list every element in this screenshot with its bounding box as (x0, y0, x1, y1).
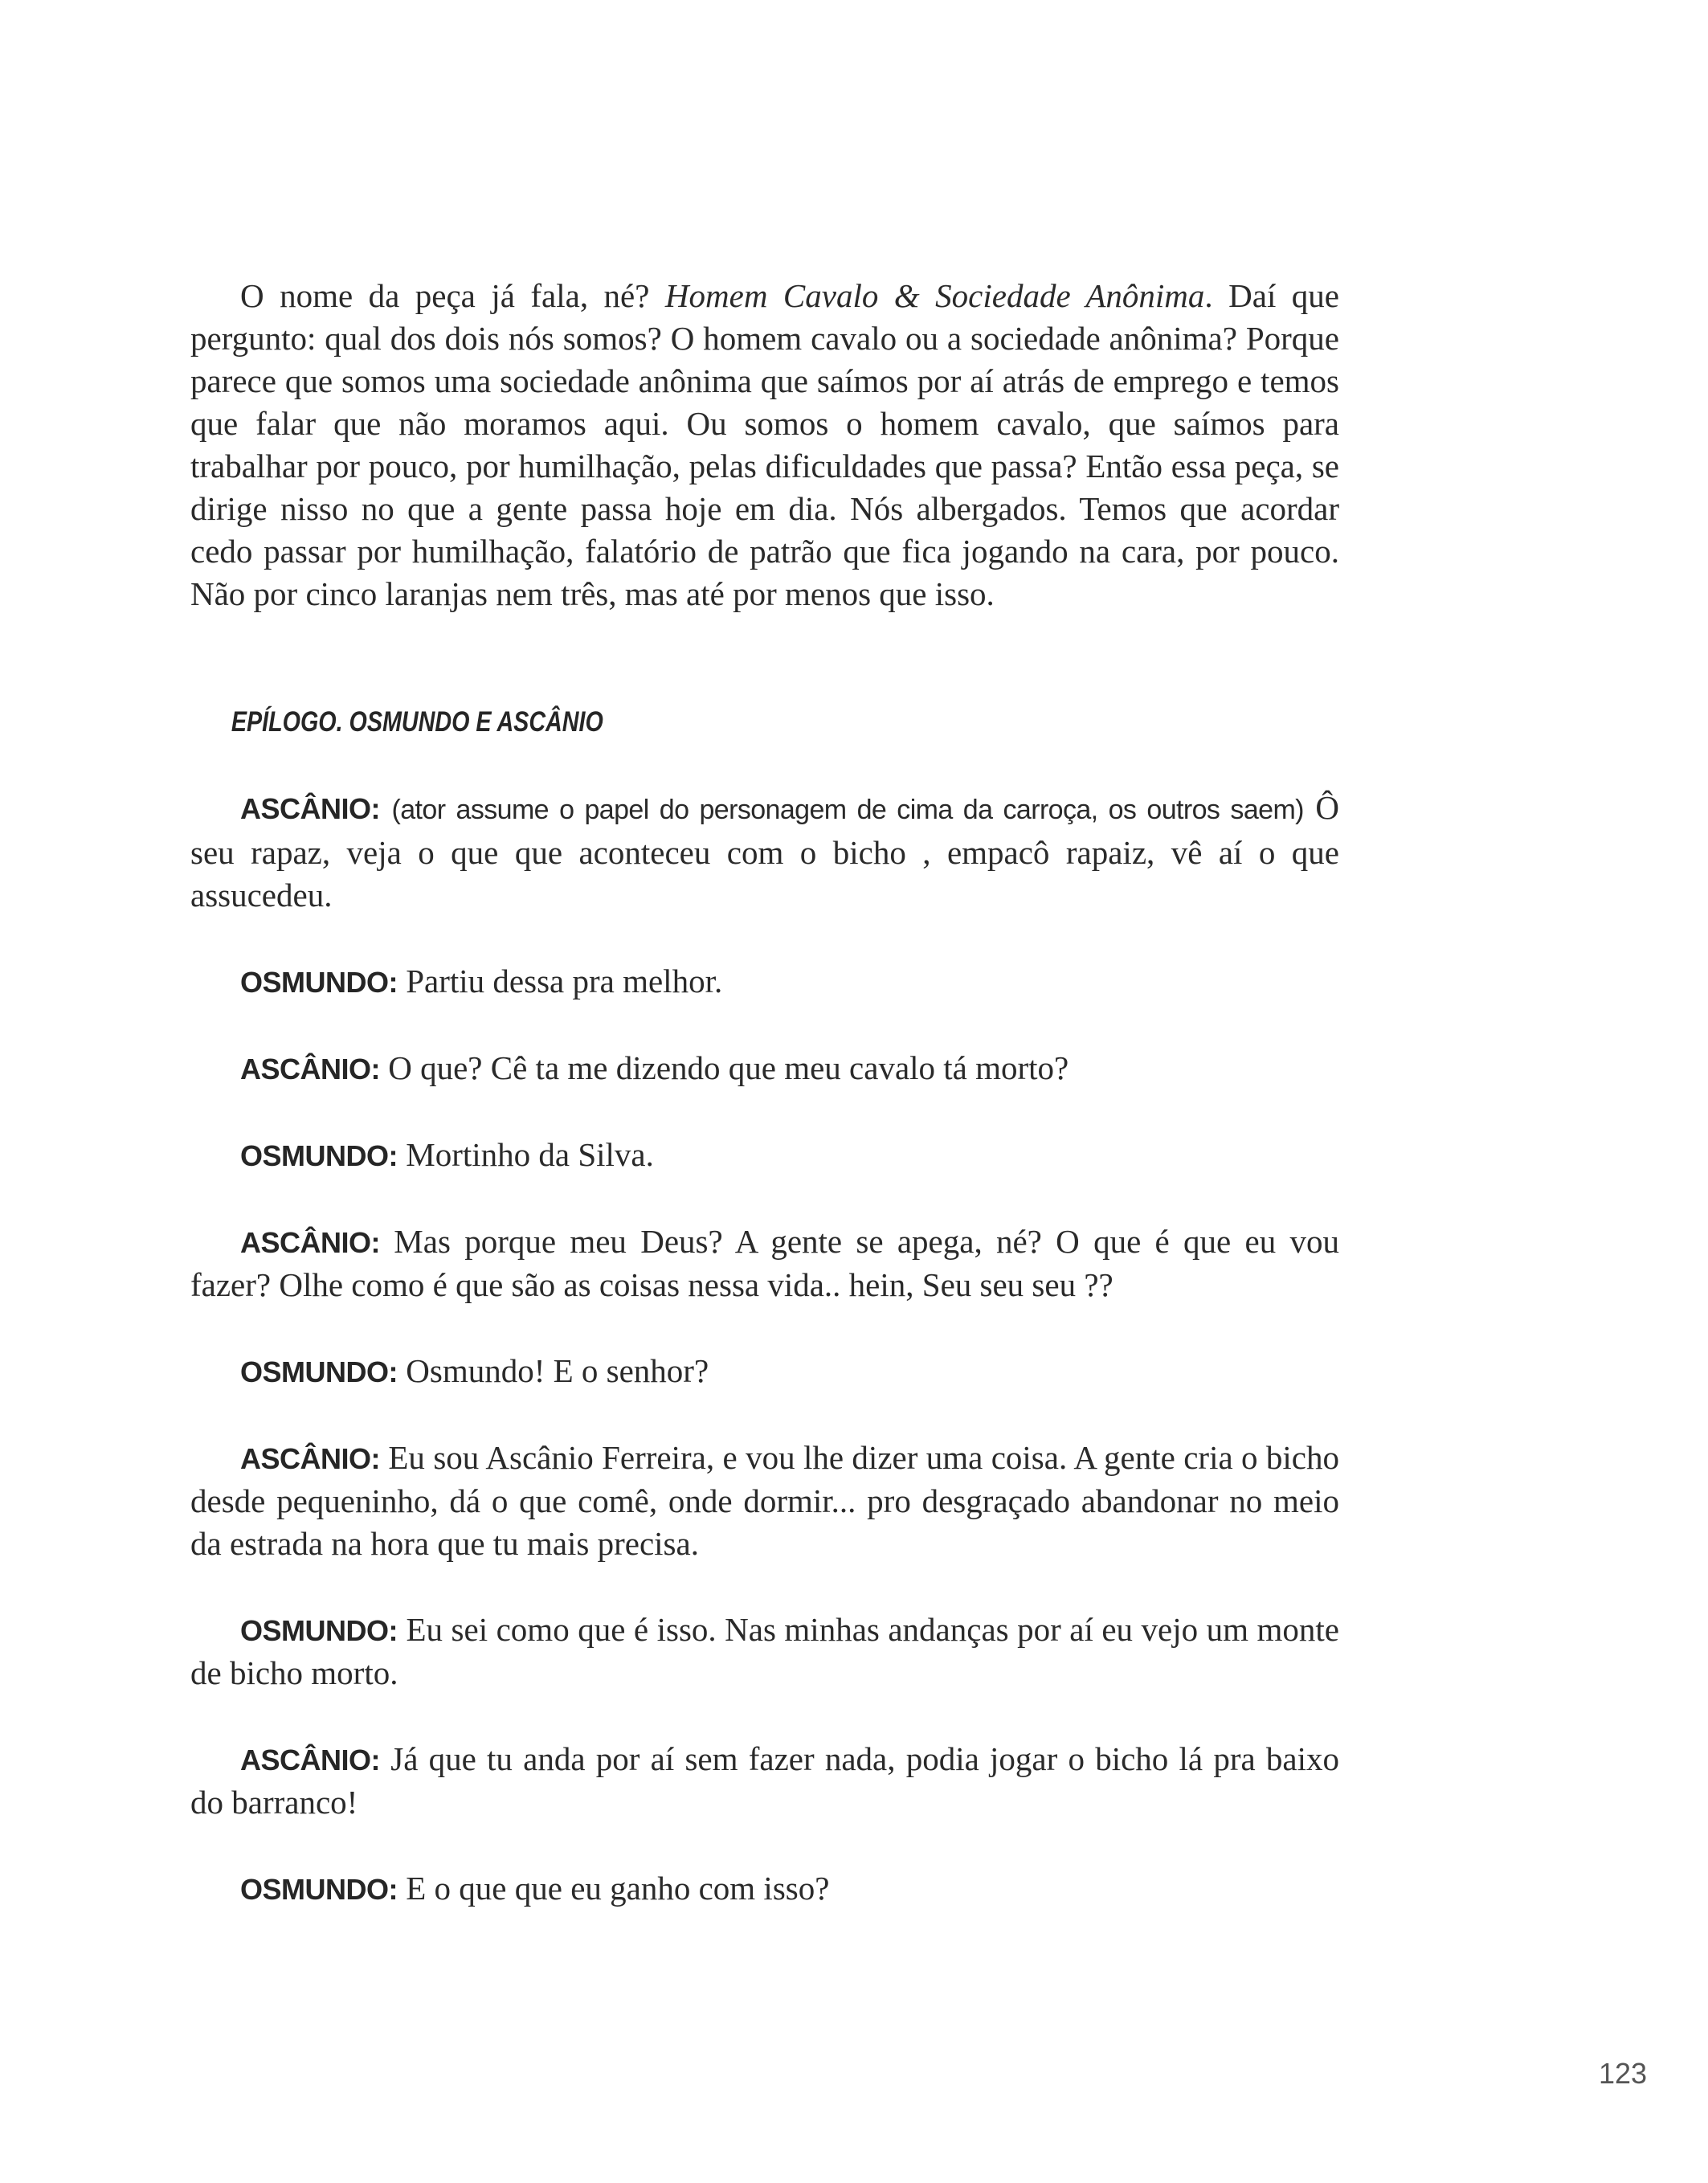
dialogue-text: Osmundo! E o senhor? (406, 1352, 709, 1389)
dialogue-text: Já que tu anda por aí sem fazer nada, podia jogar o bicho lá pra baixo do barranco! (190, 1740, 1340, 1821)
dialogue-text: Mas porque meu Deus? A gente se apega, né? O que é que eu vou fazer? Olhe como é que são as coisas nessa vida.. hein, Seu seu seu ?? (190, 1223, 1340, 1303)
intro-text-rest: . Daí que pergunto: qual dos dois nós somos? O homem cavalo ou a sociedade anônima? Porque parece que somos uma sociedade anônima que saímos por aí atrás de emprego e temos que falar que não moramos aqui. Ou somos o homem cavalo, que saímos para trabalhar por pouco, por humilhação, pelas dificuldades que passa? Então essa peça, se dirige nisso no que a gente passa hoje em dia. Nós albergados. Temos que acordar cedo passar por humilhação, falatório de patrão que fica jogando na cara, por pouco. Não por cinco laranjas nem três, mas até por menos que isso. (190, 277, 1339, 612)
dialogue-line (190, 1867, 1339, 1911)
dialogue-line (190, 1134, 1339, 1177)
dialogue-text: Mortinho da Silva. (406, 1136, 654, 1173)
dialogue-line (190, 787, 1339, 917)
dialogue-line (190, 1220, 1339, 1306)
speaker-name: OSMUNDO: (240, 966, 398, 999)
speaker-name: OSMUNDO: (240, 1614, 398, 1647)
page-number: 123 (1599, 2057, 1648, 2090)
dialogue-line (190, 960, 1339, 1004)
speaker-name: OSMUNDO: (240, 1139, 398, 1172)
section-heading: EPÍLOGO. OSMUNDO E ASCÂNIO (231, 706, 603, 738)
speaker-name: ASCÂNIO: (240, 1744, 380, 1776)
dialogue-line (190, 1047, 1339, 1090)
dialogue-line (190, 1609, 1339, 1694)
intro-paragraph (190, 275, 1339, 615)
dialogue-line (190, 1350, 1339, 1393)
speaker-name: ASCÂNIO: (240, 1226, 380, 1259)
dialogue-text: Ô seu rapaz, veja o que que aconteceu com o bicho , empacô rapaiz, vê aí o que assucedeu. (190, 789, 1340, 914)
stage-direction: (ator assume o papel do personagem de cima da carroça, os outros saem) (391, 795, 1304, 825)
dialogue-text: Partiu dessa pra melhor. (406, 963, 723, 1000)
dialogue-text: Eu sei como que é isso. Nas minhas andanças por aí eu vejo um monte de bicho morto. (190, 1611, 1339, 1691)
dialogue-text: Eu sou Ascânio Ferreira, e vou lhe dizer uma coisa. A gente cria o bicho desde pequeninho, dá o que comê, onde dormir... pro desgraçado abandonar no meio da estrada na hora que tu mais precisa. (190, 1439, 1340, 1562)
speaker-name: ASCÂNIO: (240, 1442, 380, 1475)
play-title: Homem Cavalo & Sociedade Anônima (664, 277, 1205, 314)
speaker-name: OSMUNDO: (240, 1873, 398, 1906)
dialogue-text: O que? Cê ta me dizendo que meu cavalo tá morto? (388, 1049, 1069, 1086)
dialogue-text: E o que que eu ganho com isso? (406, 1870, 830, 1907)
speaker-name: ASCÂNIO: (240, 792, 380, 825)
page-content (190, 275, 1339, 1911)
speaker-name: ASCÂNIO: (240, 1053, 380, 1085)
dialogue-line (190, 1437, 1339, 1565)
dialogue-line (190, 1738, 1339, 1824)
intro-text-start: O nome da peça já fala, né? (240, 277, 665, 314)
speaker-name: OSMUNDO: (240, 1355, 398, 1388)
